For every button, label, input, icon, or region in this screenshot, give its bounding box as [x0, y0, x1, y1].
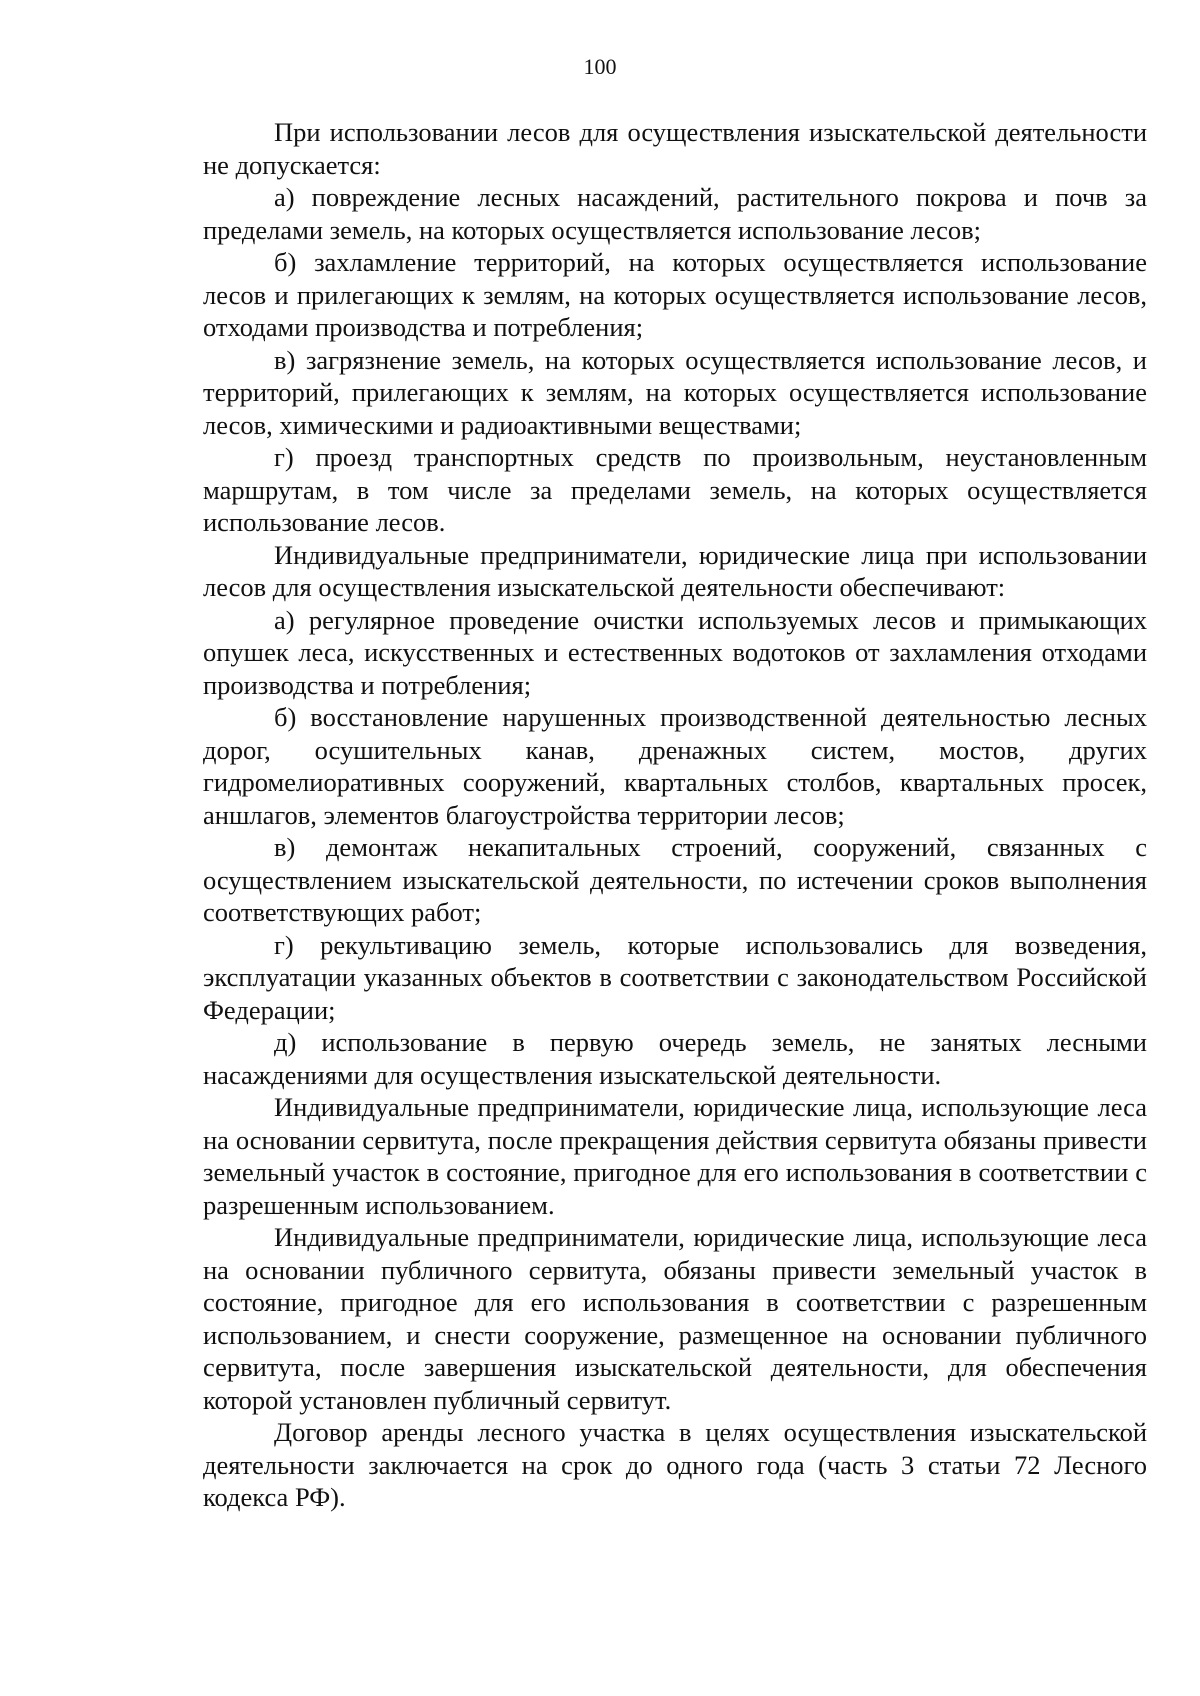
paragraph: г) проезд транспортных средств по произвольным, неустановленным маршрутам, в том числе за пределами земель, на которых осуществляется использование лесов. — [203, 442, 1147, 537]
paragraph: б) восстановление нарушенных производственной деятельностью лесных дорог, осушительных канав, дренажных систем, мостов, других гидромелиоративных сооружений, квартальных столбов, квартальных просек, аншлагов, элементов благоустройства территории лесов; — [203, 702, 1147, 830]
paragraph: в) загрязнение земель, на которых осуществляется использование лесов, и территорий, прилегающих к землям, на которых осуществляется использование лесов, химическими и радиоактивными веществами; — [203, 344, 1147, 440]
paragraph: а) регулярное проведение очистки используемых лесов и примыкающих опушек леса, искусственных и естественных водотоков от захламления отходами производства и потребления; — [203, 604, 1147, 700]
paragraph: Договор аренды лесного участка в целях осуществления изыскательской деятельности заключается на срок до одного года (часть 3 статьи 72 Лесного кодекса РФ). — [203, 1417, 1147, 1512]
paragraph: б) захламление территорий, на которых осуществляется использование лесов и прилегающих к землям, на которых осуществляется использование лесов, отходами производства и потребления; — [203, 247, 1147, 342]
paragraph: в) демонтаж некапитальных строений, сооружений, связанных с осуществлением изыскательской деятельности, по истечении сроков выполнения соответствующих работ; — [203, 832, 1147, 927]
paragraph: д) использование в первую очередь земель, не занятых лесными насаждениями для осуществления изыскательской деятельности. — [203, 1027, 1147, 1090]
paragraph: Индивидуальные предприниматели, юридические лица, использующие леса на основании публичного сервитута, обязаны привести земельный участок в состояние, пригодное для его использования в соответствии с разрешенным использованием, и снести сооружение, размещенное на основании публичного сервитута, после завершения изыскательской деятельности, для обеспечения которой установлен публичный сервитут. — [203, 1222, 1147, 1415]
paragraph: г) рекультивацию земель, которые использовались для возведения, эксплуатации указанных объектов в соответствии с законодательством Российской Федерации; — [203, 929, 1147, 1025]
paragraph: Индивидуальные предприниматели, юридические лица при использовании лесов для осуществления изыскательской деятельности обеспечивают: — [203, 539, 1147, 602]
paragraph: Индивидуальные предприниматели, юридические лица, использующие леса на основании сервитута, после прекращения действия сервитута обязаны привести земельный участок в состояние, пригодное для его использования в соответствии с разрешенным использованием. — [203, 1092, 1147, 1220]
paragraph: а) повреждение лесных насаждений, растительного покрова и почв за пределами земель, на которых осуществляется использование лесов; — [203, 182, 1147, 245]
paragraph: При использовании лесов для осуществления изыскательской деятельности не допускается: — [203, 117, 1147, 180]
page-number: 100 — [583, 54, 617, 79]
document-body — [203, 116, 1147, 1514]
